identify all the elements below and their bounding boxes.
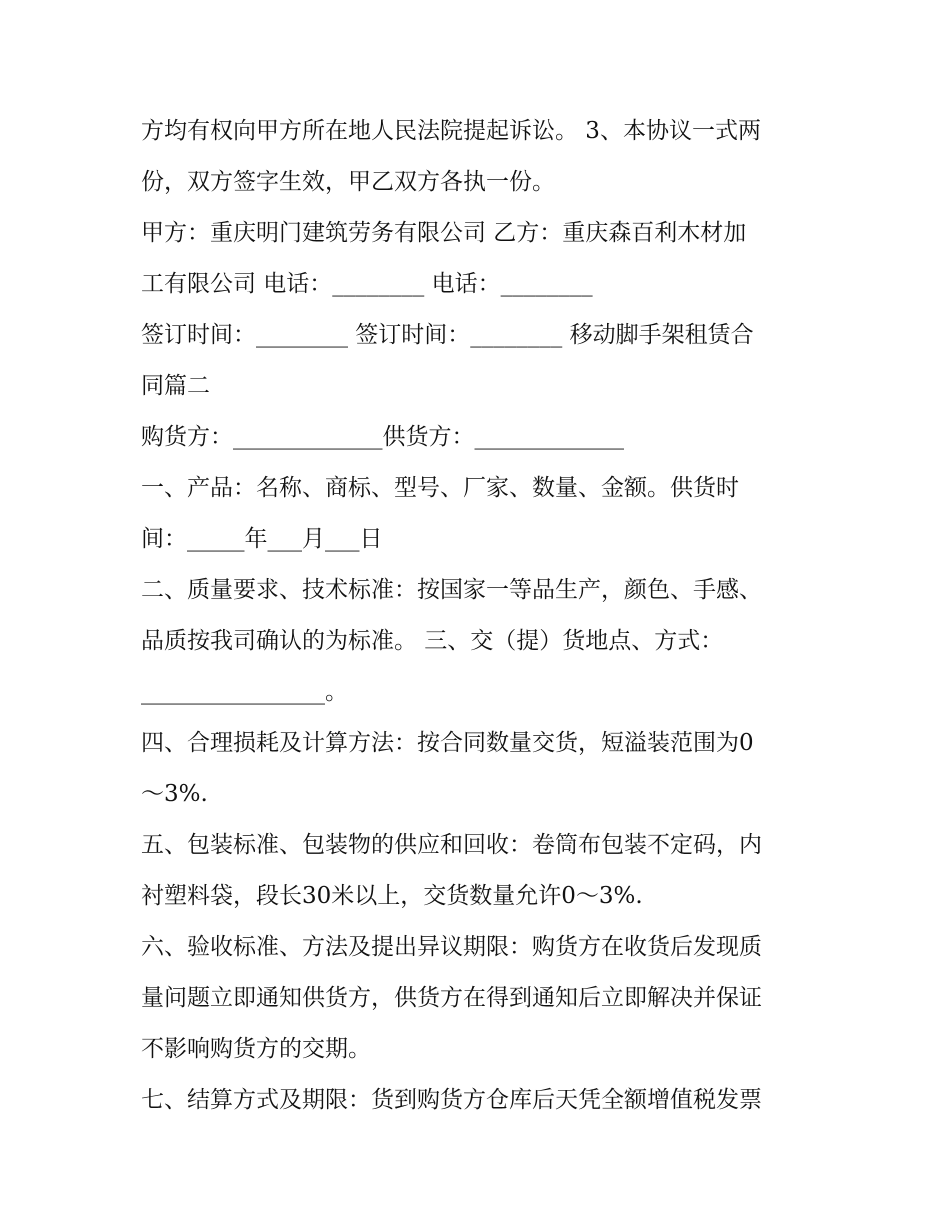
text-line: 方均有权向甲方所在地人民法院提起诉讼。 3、本协议一式两	[141, 118, 761, 144]
text-line: 工有限公司 电话：________ 电话：________	[141, 271, 593, 297]
text-line: 甲方：重庆明门建筑劳务有限公司 乙方：重庆森百利木材加	[141, 220, 747, 246]
text-line: ________________。	[141, 679, 348, 705]
text-line: 份，双方签字生效，甲乙双方各执一份。	[141, 169, 555, 195]
text-line: 品质按我司确认的为标准。 三、交（提）货地点、方式：	[141, 628, 724, 654]
text-line: ～3%.	[141, 781, 208, 807]
text-line: 七、结算方式及期限：货到购货方仓库后天凭全额增值税发票	[141, 1087, 762, 1113]
document-body	[141, 106, 821, 1126]
text-line: 四、合理损耗及计算方法：按合同数量交货，短溢装范围为0	[141, 730, 754, 756]
text-line: 衬塑料袋，段长30米以上，交货数量允许0～3%.	[141, 883, 643, 909]
text-line: 间：_____年___月___日	[141, 526, 383, 552]
text-line: 签订时间：________ 签订时间：________ 移动脚手架租赁合	[141, 322, 754, 348]
text-line: 量问题立即通知供货方，供货方在得到通知后立即解决并保证	[141, 985, 762, 1011]
text-line: 五、包装标准、包装物的供应和回收：卷筒布包装不定码，内	[141, 832, 762, 858]
text-line: 六、验收标准、方法及提出异议期限：购货方在收货后发现质	[141, 934, 762, 960]
text-line: 一、产品：名称、商标、型号、厂家、数量、金额。供货时	[141, 475, 739, 501]
text-line: 二、质量要求、技术标准：按国家一等品生产，颜色、手感、	[141, 577, 762, 603]
text-line: 购货方：_____________供货方：_____________	[141, 424, 624, 450]
text-line: 同篇二	[141, 373, 210, 399]
text-line: 不影响购货方的交期。	[141, 1036, 371, 1062]
